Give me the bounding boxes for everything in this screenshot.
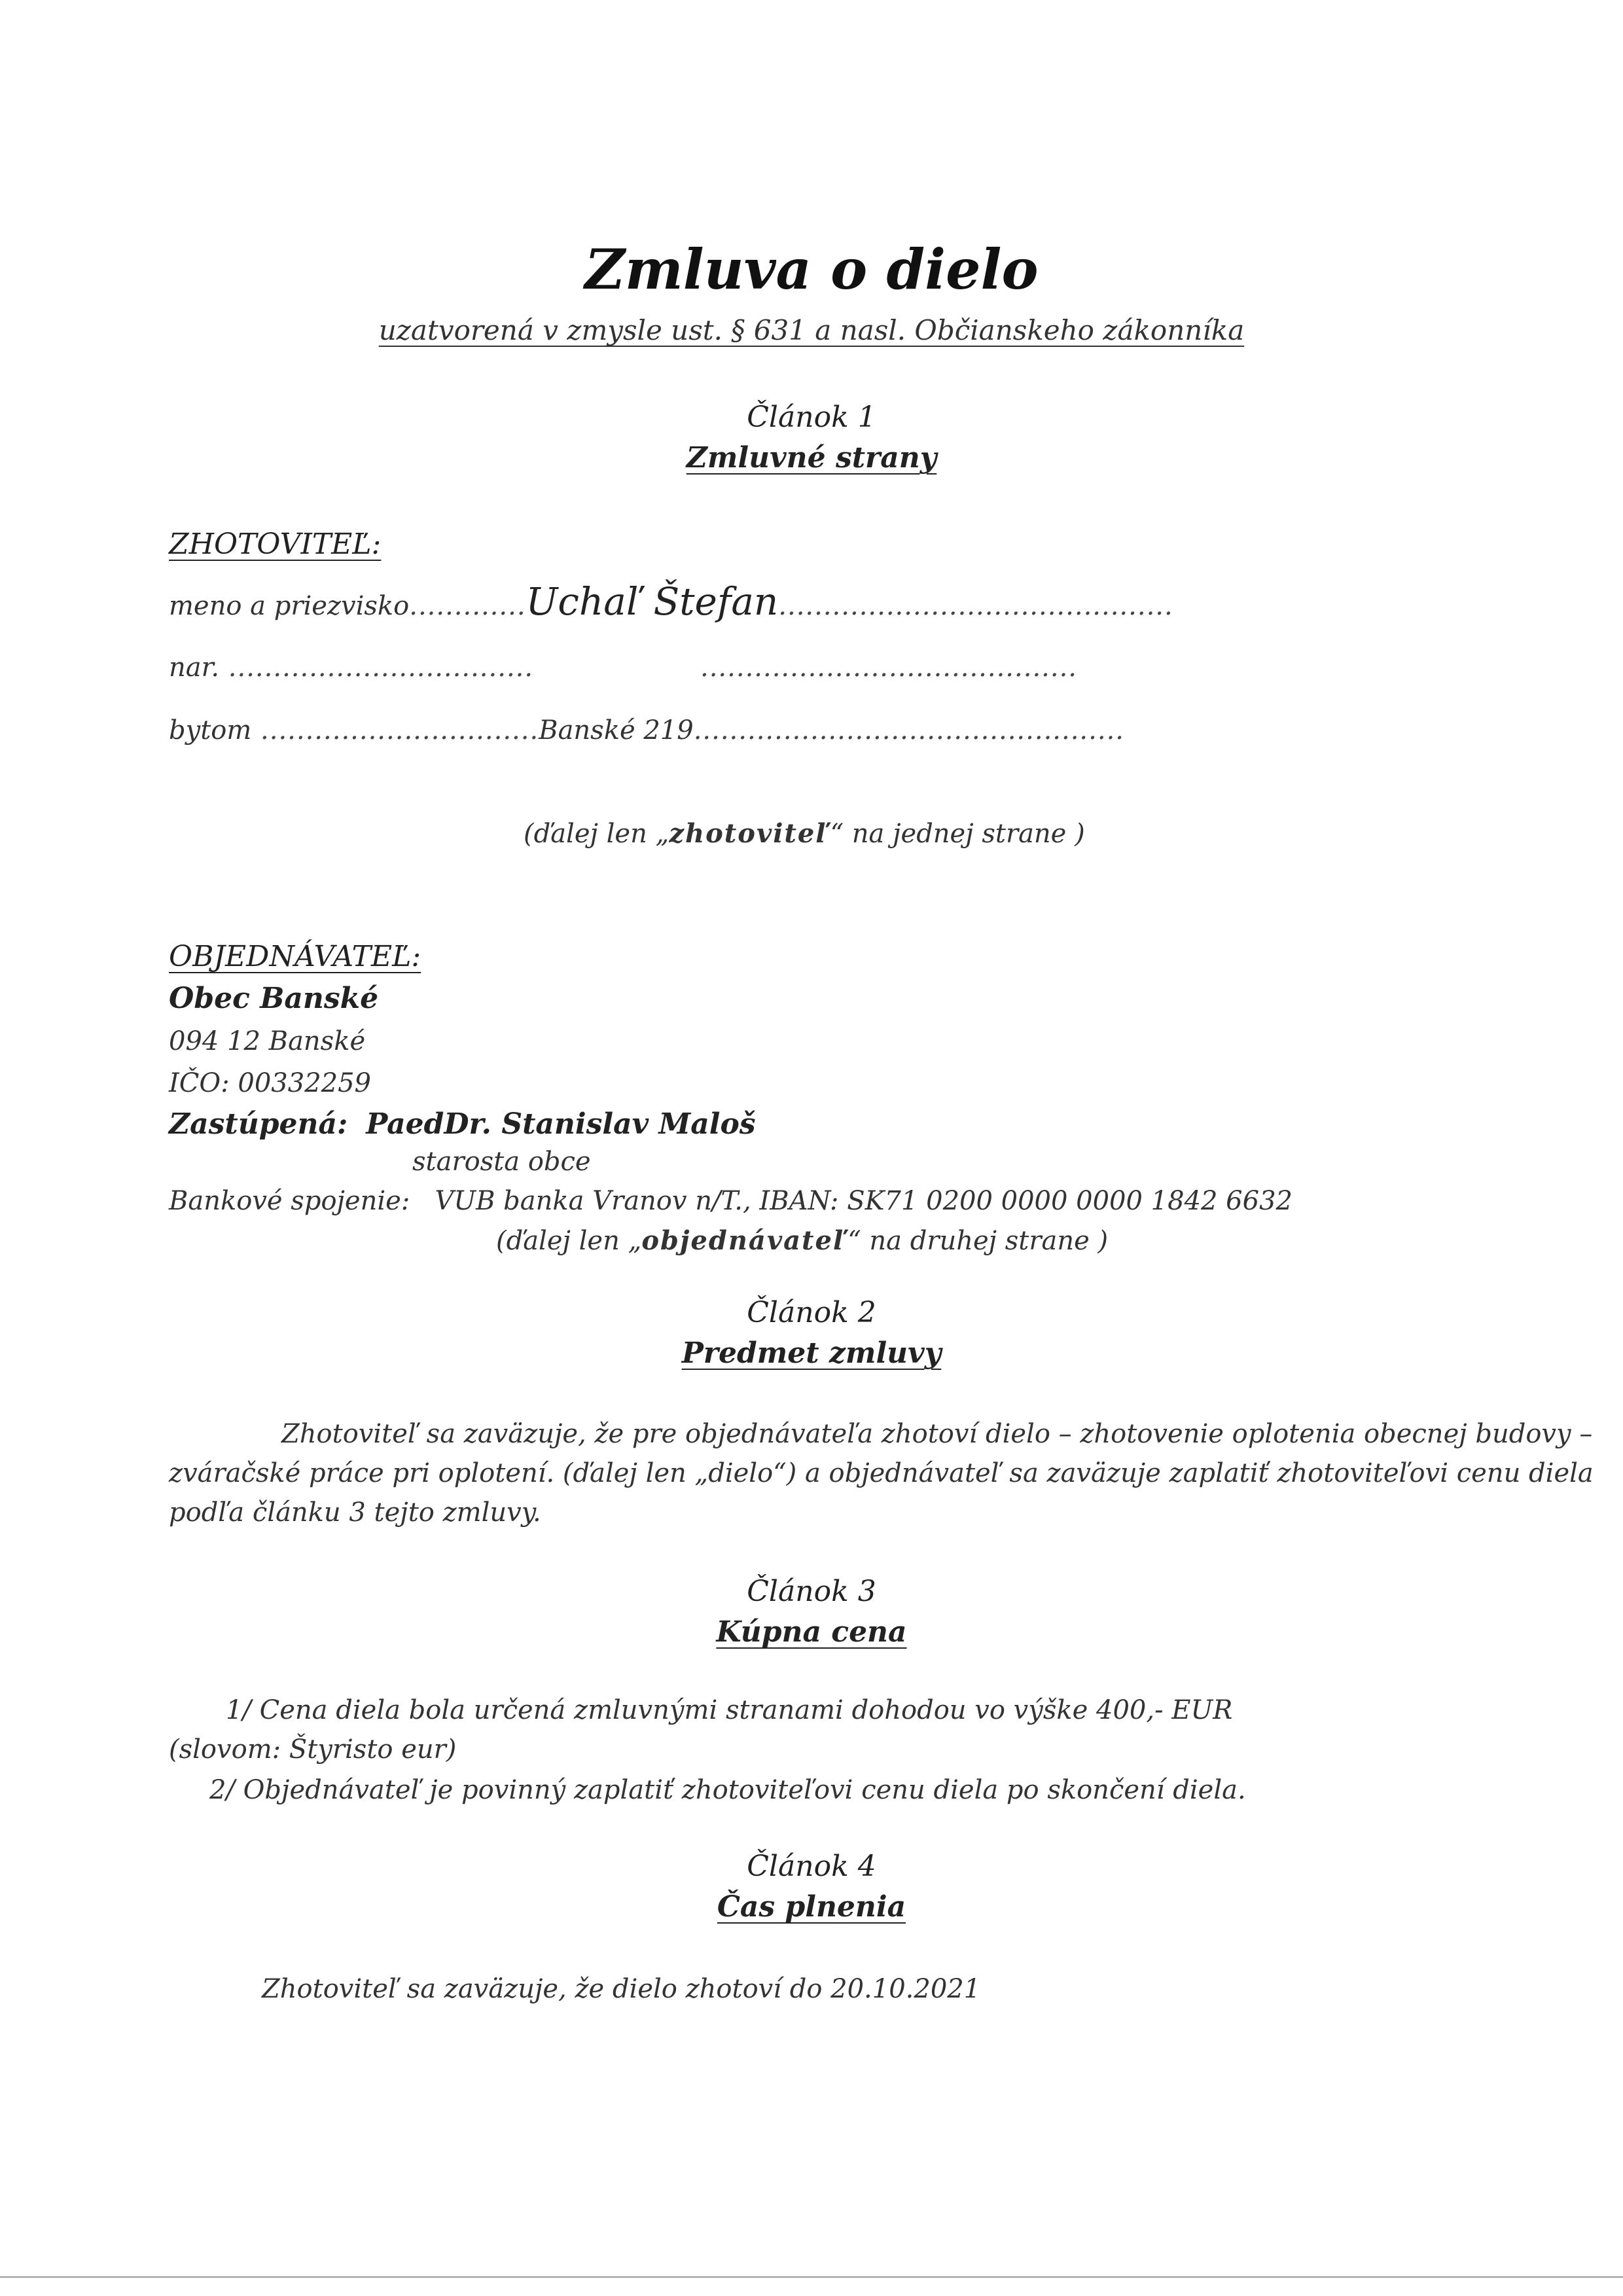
dotted-filler: ............................... xyxy=(251,715,539,745)
client-bank-label: Bankové spojenie: xyxy=(169,1186,410,1216)
contractor-name-label: meno a priezvisko xyxy=(169,591,410,621)
contractor-address-value: Banské 219 xyxy=(539,715,694,745)
contractor-note xyxy=(524,818,1085,849)
article4-line1: Zhotoviteľ sa zaväzuje, že dielo zhotoví do 20.10.2021 xyxy=(262,1974,981,2004)
article2-line2: zváračské práce pri oplotení. (ďalej len „dielo“) a objednávateľ sa zaväzuje zaplatiť zhotoviteľovi cenu diela xyxy=(169,1458,1594,1488)
note-bold: zhotoviteľ xyxy=(669,818,830,849)
article4-name: Čas plnenia xyxy=(717,1890,906,1924)
client-ico: IČO: 00332259 xyxy=(169,1068,371,1098)
dotted-filler: .................................. xyxy=(219,653,534,683)
article1-heading: Článok 1 xyxy=(747,401,876,434)
client-represented-row xyxy=(169,1107,756,1141)
contractor-address-label: bytom xyxy=(169,715,252,745)
article3-line2: (slovom: Štyristo eur) xyxy=(169,1734,457,1765)
contractor-birth-label: nar. xyxy=(169,653,220,683)
note-prefix: (ďalej len „ xyxy=(496,1226,642,1256)
article3-line3: 2/ Objednávateľ je povinný zaplatiť zhotoviteľovi cenu diela po skončení diela. xyxy=(209,1775,1246,1805)
note-suffix: “ na druhej strane ) xyxy=(847,1226,1109,1256)
client-represented-name: PaedDr. Stanislav Maloš xyxy=(366,1107,756,1141)
note-suffix: “ na jednej strane ) xyxy=(830,819,1085,849)
client-name: Obec Banské xyxy=(169,982,379,1015)
client-represented-label: Zastúpená: xyxy=(169,1107,348,1141)
client-note xyxy=(496,1225,1108,1256)
article3-name: Kúpna cena xyxy=(716,1615,907,1649)
article2-line3: podľa článku 3 tejto zmluvy. xyxy=(169,1498,541,1528)
article2-line1: Zhotoviteľ sa zaväzuje, že pre objednávateľa zhotoví dielo – zhotovenie oplotenia obecnej budovy – xyxy=(281,1419,1593,1449)
article1-name: Zmluvné strany xyxy=(686,441,937,475)
dotted-filler-right: .......................................... xyxy=(700,653,1078,683)
note-prefix: (ďalej len „ xyxy=(524,819,669,849)
article3-heading: Článok 3 xyxy=(747,1575,876,1608)
scan-edge-line xyxy=(0,2276,1623,2278)
dotted-filler: ............................................ xyxy=(778,591,1173,621)
contractor-name-value: Uchaľ Štefan xyxy=(526,579,779,624)
client-represented-role: starosta obce xyxy=(412,1147,591,1177)
contractor-address-row xyxy=(169,715,1124,745)
article2-heading: Článok 2 xyxy=(747,1296,876,1329)
document-subtitle: uzatvorená v zmysle ust. § 631 a nasl. Občianskeho zákonníka xyxy=(378,314,1245,346)
dotted-filler: ............. xyxy=(409,591,526,621)
client-bank-value: VUB banka Vranov n/T., IBAN: SK71 0200 0000 0000 1842 6632 xyxy=(435,1186,1293,1216)
contractor-label: ZHOTOVITEĽ: xyxy=(169,528,382,561)
note-bold: objednávateľ xyxy=(641,1225,848,1256)
article2-name: Predmet zmluvy xyxy=(681,1336,942,1370)
client-label: OBJEDNÁVATEĽ: xyxy=(169,940,421,973)
contractor-birth-row xyxy=(169,653,533,683)
contractor-name-row xyxy=(169,579,1173,624)
client-postal: 094 12 Banské xyxy=(169,1026,366,1056)
client-bank-row xyxy=(169,1186,1293,1216)
article4-heading: Článok 4 xyxy=(747,1850,876,1883)
article3-line1: 1/ Cena diela bola určená zmluvnými stranami dohodou vo výške 400,- EUR xyxy=(226,1695,1233,1725)
document-title: Zmluva o dielo xyxy=(584,237,1039,302)
dotted-filler: ................................................ xyxy=(693,715,1124,745)
